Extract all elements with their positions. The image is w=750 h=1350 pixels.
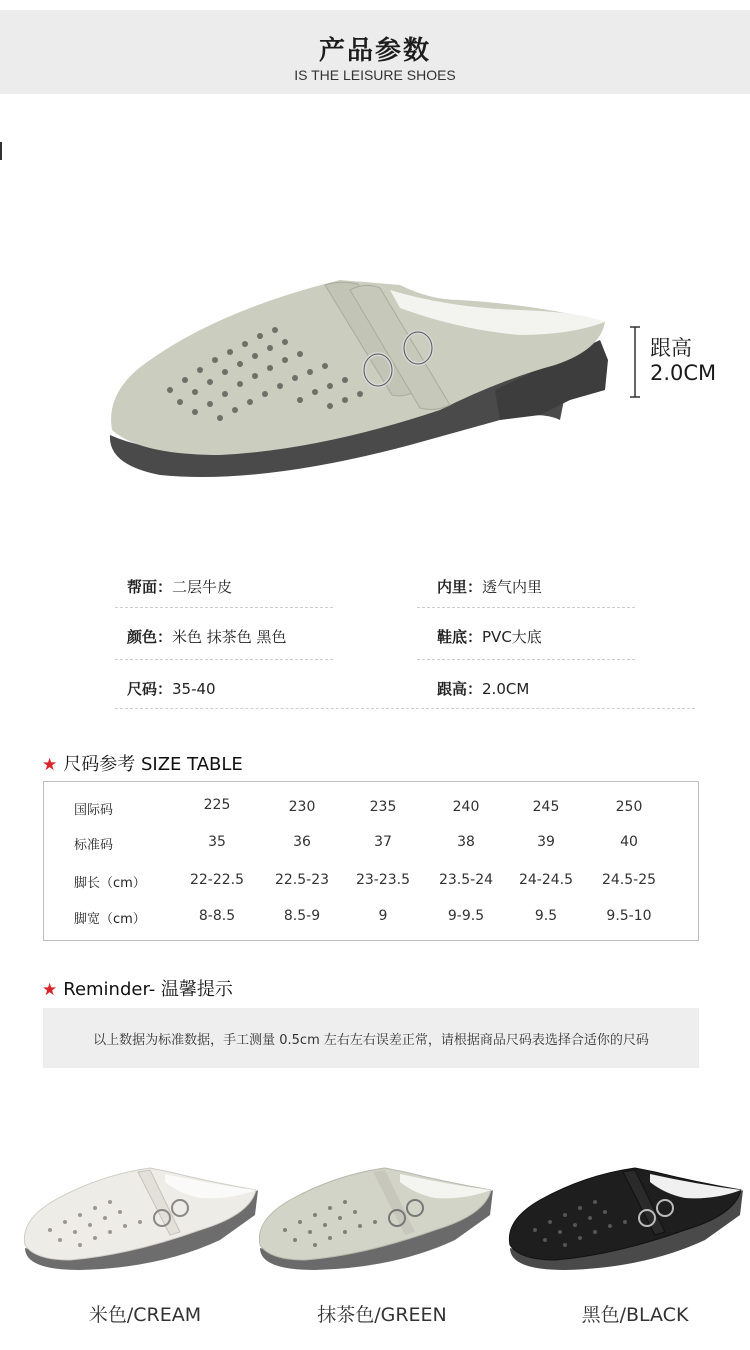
size-row-label: 国际码: [74, 803, 114, 818]
size-cell: 225: [203, 797, 231, 813]
heel-height-bracket: [628, 326, 642, 398]
reminder-box: [43, 1008, 699, 1068]
size-cell: 22.5-23: [274, 872, 330, 888]
param-size: [127, 678, 216, 699]
edge-marker: [0, 142, 2, 160]
param-value: 二层牛皮: [172, 578, 233, 596]
size-cell: 8-8.5: [198, 908, 236, 924]
size-cell: 38: [457, 834, 475, 850]
size-cell: 39: [537, 834, 555, 850]
heel-height-title: 跟高: [650, 336, 692, 360]
star-icon: ★: [42, 755, 58, 775]
page-subtitle: IS THE LEISURE SHOES: [294, 67, 456, 83]
param-key: 尺码：: [127, 680, 173, 698]
size-cell: 9-9.5: [447, 908, 485, 924]
reminder-title: Reminder- 温馨提示: [63, 979, 233, 1000]
param-key: 内里：: [437, 578, 483, 596]
size-cell: 24-24.5: [518, 872, 574, 888]
param-key: 帮面：: [127, 578, 173, 596]
heel-height-label: [650, 336, 716, 386]
param-key: 颜色：: [127, 628, 173, 646]
page-title: 产品参数: [318, 36, 431, 66]
size-cell: 23-23.5: [355, 872, 411, 888]
size-cell: 235: [369, 799, 397, 815]
size-cell: 9.5-10: [606, 908, 652, 924]
size-cell: 8.5-9: [283, 908, 321, 924]
param-key: 鞋底：: [437, 628, 483, 646]
param-value: 2.0CM: [482, 680, 530, 698]
size-cell: 9: [378, 908, 388, 924]
size-cell: 230: [288, 799, 316, 815]
star-icon: ★: [42, 980, 58, 1000]
size-cell: 240: [452, 799, 480, 815]
param-value: 透气内里: [482, 578, 543, 596]
param-sole: [437, 626, 542, 647]
divider: [417, 659, 635, 660]
size-table: [43, 781, 699, 941]
size-cell: 245: [532, 799, 560, 815]
size-row-label: 脚宽（cm）: [74, 912, 146, 927]
divider: [115, 607, 333, 608]
size-table-heading: [42, 750, 243, 776]
size-cell: 37: [374, 834, 392, 850]
size-cell: 23.5-24: [438, 872, 494, 888]
variant-black-label: 黑色/BLACK: [581, 1304, 689, 1326]
param-value: 35-40: [172, 680, 216, 698]
param-heel: [437, 678, 529, 699]
variant-green-image: [255, 1160, 495, 1280]
divider: [115, 708, 695, 709]
size-cell: 250: [615, 799, 643, 815]
size-cell: 22-22.5: [189, 872, 245, 888]
param-value: PVC大底: [482, 628, 542, 646]
page-header: [0, 10, 750, 94]
size-row-label: 脚长（cm）: [74, 876, 146, 891]
divider: [115, 659, 333, 660]
param-color: [127, 626, 287, 647]
variant-black-image: [505, 1160, 745, 1280]
hero-shoe-image: [100, 260, 620, 520]
variant-cream-label: 米色/CREAM: [88, 1304, 202, 1326]
param-value: 米色 抹茶色 黑色: [172, 628, 287, 646]
size-cell: 9.5: [534, 908, 558, 924]
size-cell: 36: [293, 834, 311, 850]
size-table-title: 尺码参考 SIZE TABLE: [63, 754, 243, 775]
reminder-text: 以上数据为标准数据，手工测量 0.5cm 左右左右误差正常，请根据商品尺码表选择合适你的尺码: [93, 1033, 649, 1048]
param-key: 跟高：: [437, 680, 483, 698]
heel-height-value: 2.0CM: [650, 361, 717, 385]
size-cell: 35: [208, 834, 226, 850]
param-upper: [127, 576, 232, 597]
param-lining: [437, 576, 542, 597]
variant-cream-image: [20, 1160, 260, 1280]
variant-green-label: 抹茶色/GREEN: [317, 1304, 447, 1326]
size-row-label: 标准码: [74, 838, 114, 853]
divider: [417, 607, 635, 608]
reminder-heading: [42, 975, 233, 1001]
size-cell: 24.5-25: [601, 872, 657, 888]
size-cell: 40: [620, 834, 638, 850]
